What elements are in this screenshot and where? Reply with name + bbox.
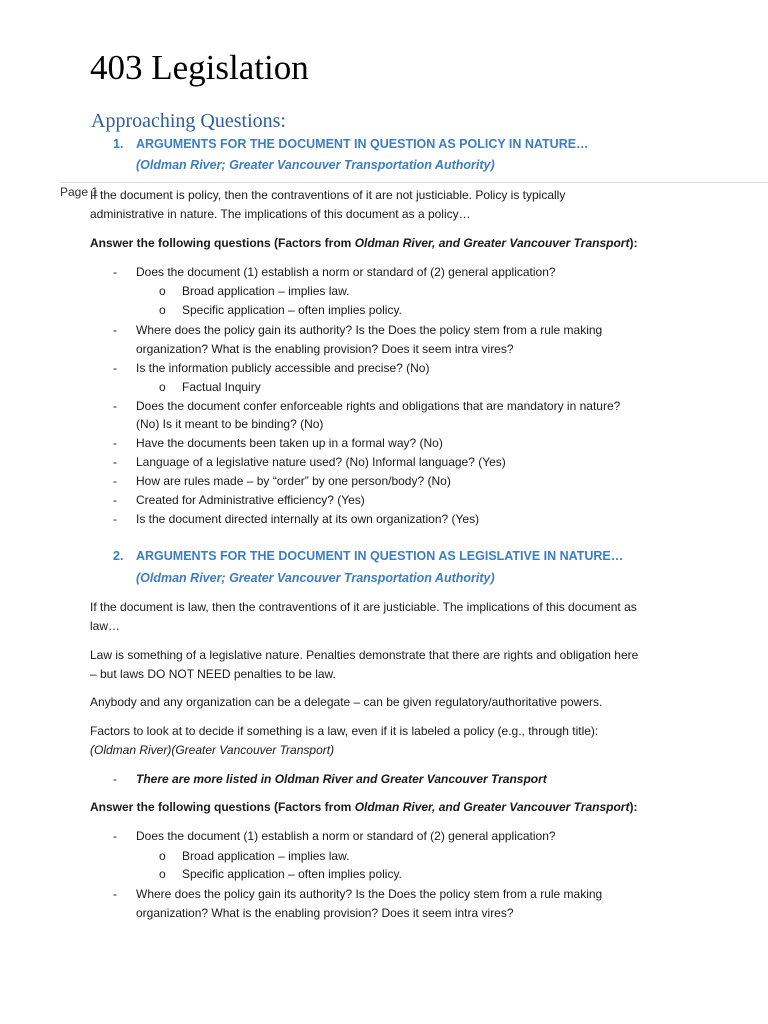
answer-prompt-text: Answer the following questions (Factors from bbox=[90, 236, 355, 250]
para-line: Law is something of a legislative nature. Penalties demonstrate that there are rights and obligation here bbox=[90, 648, 639, 662]
list-item-text: Created for Administrative efficiency? (Yes) bbox=[136, 493, 365, 507]
dash-marker: - bbox=[113, 493, 117, 507]
section-subtitle: Approaching Questions: bbox=[91, 110, 286, 132]
list-item-text: Where does the policy gain its authority? Is the Does the policy stem from a rule making bbox=[136, 323, 603, 337]
dash-marker: - bbox=[113, 887, 117, 901]
section-1-intro bbox=[90, 186, 715, 223]
dash-marker: - bbox=[113, 399, 117, 413]
dash-marker: - bbox=[113, 265, 117, 279]
answer-prompt-cases: Oldman River, and Greater Vancouver Transport bbox=[354, 800, 630, 814]
section-2-para-2 bbox=[90, 646, 715, 683]
section-2-number: 2. bbox=[113, 549, 124, 563]
answer-prompt-text: Answer the following questions (Factors from bbox=[90, 800, 355, 814]
list-item-text: How are rules made – by “order” by one person/body? (No) bbox=[136, 474, 451, 488]
circle-marker: o bbox=[159, 284, 166, 298]
answer-prompt-end: ): bbox=[629, 236, 638, 250]
answer-prompt-cases: Oldman River, and Greater Vancouver Transport bbox=[354, 236, 630, 250]
list-item-text: organization? What is the enabling provision? Does it seem intra vires? bbox=[136, 906, 514, 920]
section-1-number: 1. bbox=[113, 137, 124, 151]
list-item-text: (No) Is it meant to be binding? (No) bbox=[136, 417, 324, 431]
list-item-text: organization? What is the enabling provision? Does it seem intra vires? bbox=[136, 342, 514, 356]
circle-marker: o bbox=[159, 849, 166, 863]
section-2-heading-text: ARGUMENTS FOR THE DOCUMENT IN QUESTION AS LEGISLATIVE IN NATURE… bbox=[136, 549, 624, 563]
document-title: 403 Legislation bbox=[90, 48, 309, 87]
section-2-answer-prompt bbox=[90, 798, 715, 817]
dash-marker: - bbox=[113, 361, 117, 375]
list-item-text: Does the document (1) establish a norm or standard of (2) general application? bbox=[136, 265, 556, 279]
page-break-divider bbox=[60, 182, 768, 183]
list-item-text: Broad application – implies law. bbox=[182, 284, 350, 298]
list-item-text: Specific application – often implies policy. bbox=[182, 303, 402, 317]
note-text: There are more listed in Oldman River and Greater Vancouver Transport bbox=[136, 772, 547, 786]
list-item-text: Is the document directed internally at its own organization? (Yes) bbox=[136, 512, 480, 526]
section-2-para-3: Anybody and any organization can be a delegate – can be given regulatory/authoritative powers. bbox=[90, 695, 603, 709]
dash-marker: - bbox=[113, 323, 117, 337]
section-1-intro-line-1: If the document is policy, then the contraventions of it are not justiciable. Policy is typically bbox=[90, 188, 566, 202]
list-item-text: Broad application – implies law. bbox=[182, 849, 350, 863]
list-item-text: Have the documents been taken up in a formal way? (No) bbox=[136, 436, 443, 450]
para-line-cases: (Oldman River)(Greater Vancouver Transport) bbox=[90, 742, 335, 757]
para-line: – but laws DO NOT NEED penalties to be law. bbox=[90, 666, 336, 681]
dash-marker: - bbox=[113, 436, 117, 450]
section-1-heading-text: ARGUMENTS FOR THE DOCUMENT IN QUESTION AS POLICY IN NATURE… bbox=[136, 137, 589, 151]
section-2-para-4 bbox=[90, 722, 715, 759]
list-item-text: Does the document confer enforceable rights and obligations that are mandatory in nature? bbox=[136, 399, 621, 413]
dash-marker: - bbox=[113, 772, 117, 786]
circle-marker: o bbox=[159, 867, 166, 881]
section-2-heading bbox=[113, 547, 713, 565]
answer-prompt-end: ): bbox=[629, 800, 638, 814]
section-2-para-1 bbox=[90, 598, 715, 635]
section-1-cases: (Oldman River; Greater Vancouver Transportation Authority) bbox=[136, 158, 495, 172]
para-line: Factors to look at to decide if something is a law, even if it is labeled a policy (e.g., through title): bbox=[90, 724, 599, 738]
list-item-text: Specific application – often implies policy. bbox=[182, 867, 402, 881]
section-2-cases: (Oldman River; Greater Vancouver Transportation Authority) bbox=[136, 571, 495, 585]
list-item-text: Where does the policy gain its authority? Is the Does the policy stem from a rule making bbox=[136, 887, 603, 901]
list-item-text: Language of a legislative nature used? (No) Informal language? (Yes) bbox=[136, 455, 506, 469]
list-item-text: Is the information publicly accessible and precise? (No) bbox=[136, 361, 430, 375]
dash-marker: - bbox=[113, 474, 117, 488]
circle-marker: o bbox=[159, 303, 166, 317]
dash-marker: - bbox=[113, 455, 117, 469]
page-number-label: Page 1 bbox=[60, 185, 99, 199]
list-item-text: Factual Inquiry bbox=[182, 380, 261, 394]
dash-marker: - bbox=[113, 512, 117, 526]
section-1-heading bbox=[113, 135, 713, 153]
para-line: If the document is law, then the contraventions of it are justiciable. The implications of this document as bbox=[90, 600, 637, 614]
section-1-intro-line-2: administrative in nature. The implications of this document as a policy… bbox=[90, 206, 471, 221]
circle-marker: o bbox=[159, 380, 166, 394]
section-1-answer-prompt bbox=[90, 234, 715, 253]
list-item-text: Does the document (1) establish a norm or standard of (2) general application? bbox=[136, 829, 556, 843]
dash-marker: - bbox=[113, 829, 117, 843]
para-line: law… bbox=[90, 618, 121, 633]
